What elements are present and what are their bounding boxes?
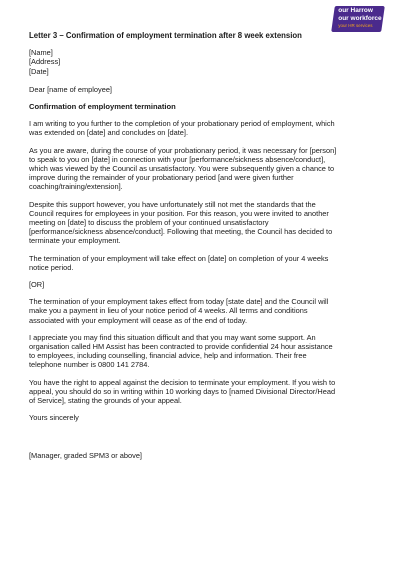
paragraph-line: of Service], stating the grounds of your appeal. [29, 396, 182, 406]
paragraph-line: Council requires for employees in your position. For this reason, you were invited to another [29, 208, 329, 218]
paragraph-line: I am writing to you further to the completion of your probationary period of employment, which [29, 119, 335, 129]
letter-date: [Date] [29, 66, 49, 76]
recipient-address: [Address] [29, 57, 61, 67]
paragraph-line: The termination of your employment will take effect on [date] on completion of your 4 weeks [29, 253, 329, 263]
salutation: Dear [name of employee] [29, 84, 112, 94]
letter-title: Letter 3 – Confirmation of employment termination after 8 week extension [29, 31, 302, 40]
logo-line-1: our Harrow [338, 7, 373, 14]
paragraph-line: I appreciate you may find this situation difficult and that you may want some support. An [29, 332, 316, 342]
paragraph-line: notice period. [29, 262, 74, 272]
logo-line-3: your HR services [338, 23, 373, 28]
harrow-logo [331, 6, 385, 32]
closing [29, 413, 389, 422]
recipient-name: [Name] [29, 48, 53, 58]
letter-body [29, 31, 389, 460]
paragraph-background [29, 146, 389, 192]
paragraph-line: associated with your employment will cease as of the end of today. [29, 315, 248, 325]
letter-subject: Confirmation of employment termination [29, 102, 176, 112]
paragraph-pay-in-lieu [29, 297, 389, 325]
paragraph-intro [29, 119, 389, 137]
paragraph-line: was extended on [date] and concludes on [date]. [29, 128, 189, 138]
paragraph-line: organisation called HM Assist has been contracted to provide confidential 24 hour assistance [29, 342, 333, 352]
paragraph-line: Despite this support however, you have unfortunately still not met the standards that the [29, 199, 316, 209]
paragraph-line: You have the right to appeal against the decision to terminate your employment. If you wish to [29, 377, 336, 387]
paragraph-line: As you are aware, during the course of your probationary period, it was necessary for [person] [29, 145, 337, 155]
paragraph-line: improve during the remainder of your probationary period [and were given further [29, 173, 294, 183]
paragraph-line: [performance/sickness absence/conduct]. Following that meeting, the Council has decided to [29, 227, 333, 237]
logo-line-2: our workforce [338, 14, 382, 22]
paragraph-support [29, 333, 389, 370]
paragraph-or [29, 280, 389, 289]
paragraph-line: terminate your employment. [29, 236, 121, 246]
paragraph-notice [29, 254, 389, 272]
address-block [29, 48, 389, 76]
signature-space [29, 431, 389, 451]
paragraph-line: The termination of your employment takes effect from today [state date] and the Council will [29, 297, 329, 307]
paragraph-line: appeal, you should do so in writing within 10 working days to [named Divisional Director/Head [29, 386, 336, 396]
paragraph-line: [OR] [29, 280, 45, 290]
paragraph-decision [29, 200, 389, 246]
paragraph-line: to employees, including counselling, financial advice, help and information. Their free [29, 351, 307, 361]
paragraph-line: meeting on [date] to discuss the problem of your continued unsatisfactory [29, 218, 269, 228]
paragraph-line: telephone number is 0800 141 2784. [29, 360, 150, 370]
paragraph-line: to speak to you on [date] in connection with your [performance/sickness absence/conduct], [29, 154, 326, 164]
paragraph-appeal [29, 378, 389, 406]
paragraph-line: coaching/training/extension]. [29, 182, 123, 192]
paragraph-line: make you a payment in lieu of your notice period of 4 weeks. All terms and conditions [29, 306, 308, 316]
signatory: [Manager, graded SPM3 or above] [29, 450, 142, 460]
closing-line: Yours sincerely [29, 413, 79, 423]
paragraph-line: which was viewed by the Council as unsatisfactory. You were subsequently given a chance to [29, 164, 335, 174]
